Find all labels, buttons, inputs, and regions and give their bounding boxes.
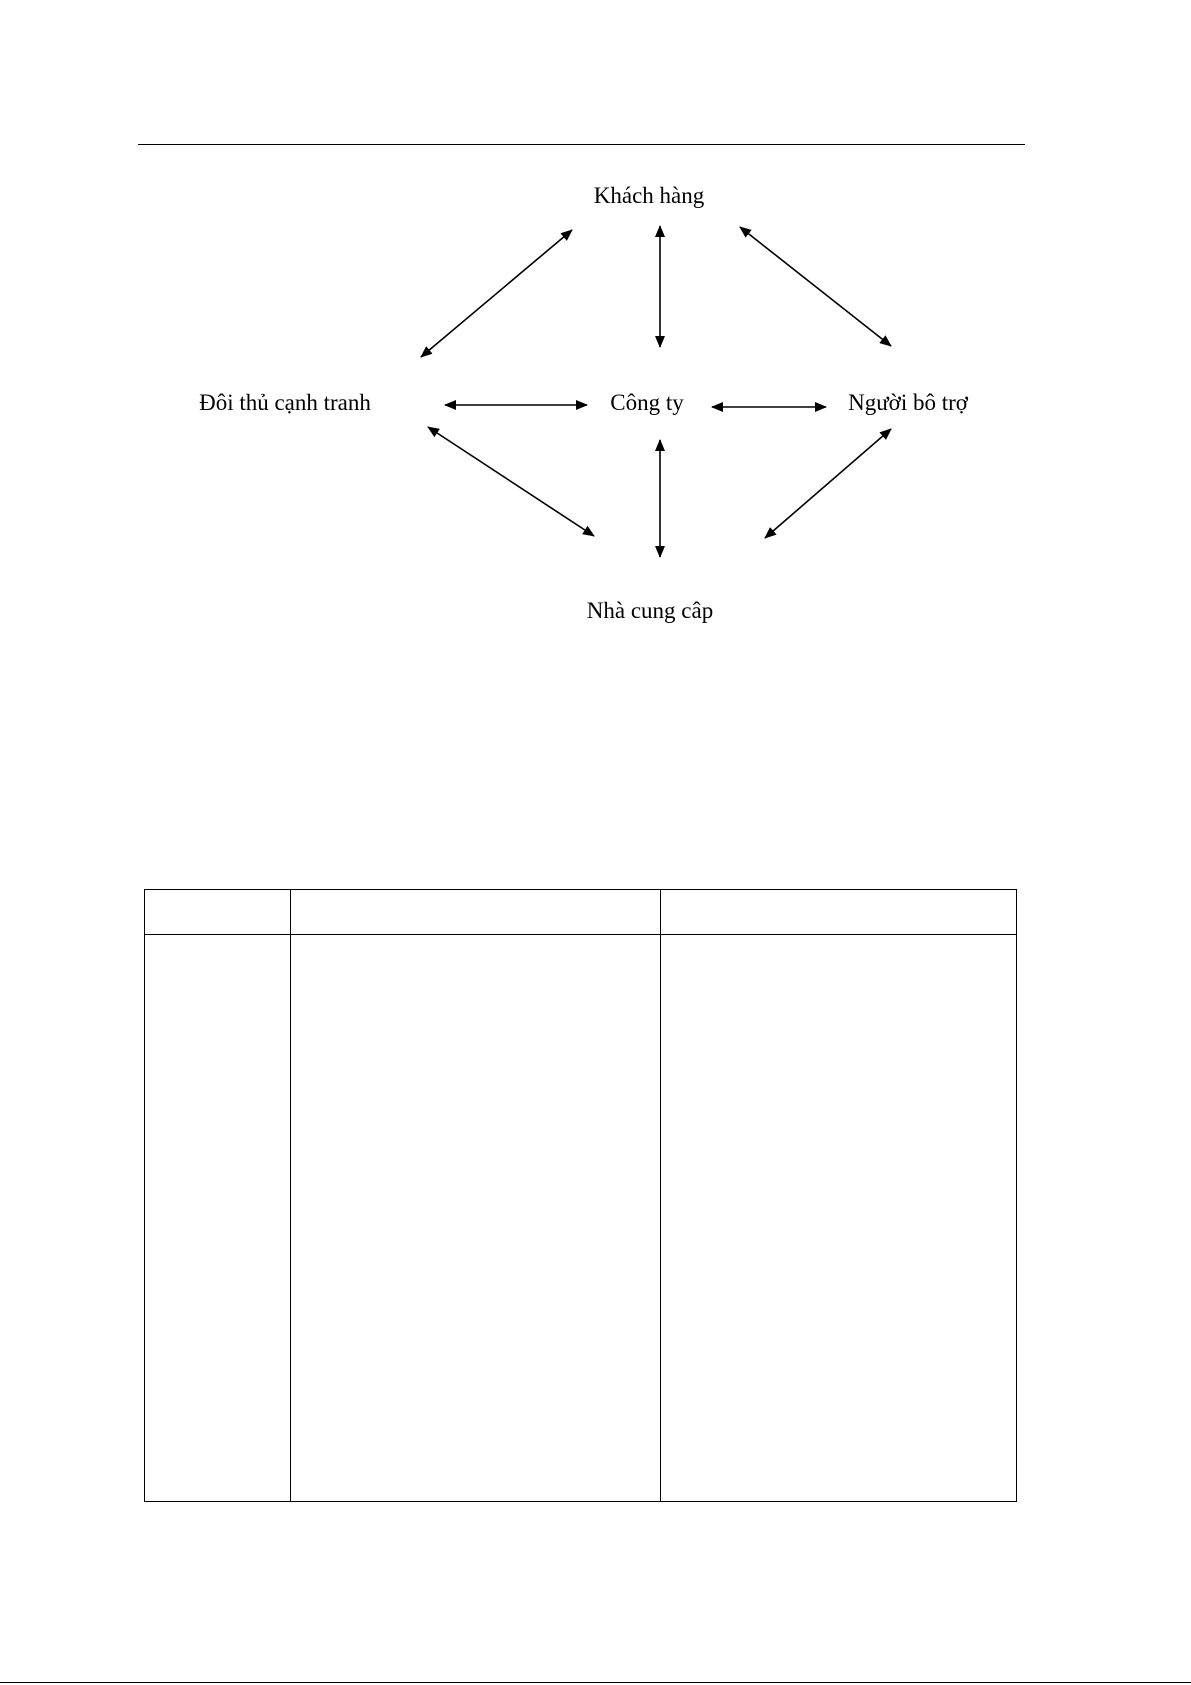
table-header-row [145, 890, 1017, 935]
table-header-cell [145, 890, 291, 935]
node-competitors: Đôi thủ cạnh tranh [199, 390, 371, 415]
edge-customers-supporters [740, 227, 891, 346]
table-cell [661, 935, 1017, 1502]
node-company: Công ty [610, 390, 684, 415]
table-cell [291, 935, 661, 1502]
empty-table [144, 889, 1017, 1502]
table-header-cell [661, 890, 1017, 935]
edge-supporters-suppliers [765, 429, 891, 538]
table-row [145, 935, 1017, 1502]
bottom-rule [0, 1682, 1191, 1683]
table-cell [145, 935, 291, 1502]
edge-customers-competitors [421, 230, 572, 357]
node-supporters: Người bô trợ [848, 390, 968, 415]
relationship-diagram [0, 0, 1191, 660]
table-header-cell [291, 890, 661, 935]
node-customers: Khách hàng [593, 183, 705, 208]
node-suppliers: Nhà cung câp [586, 598, 714, 623]
edge-competitors-suppliers [428, 427, 594, 536]
